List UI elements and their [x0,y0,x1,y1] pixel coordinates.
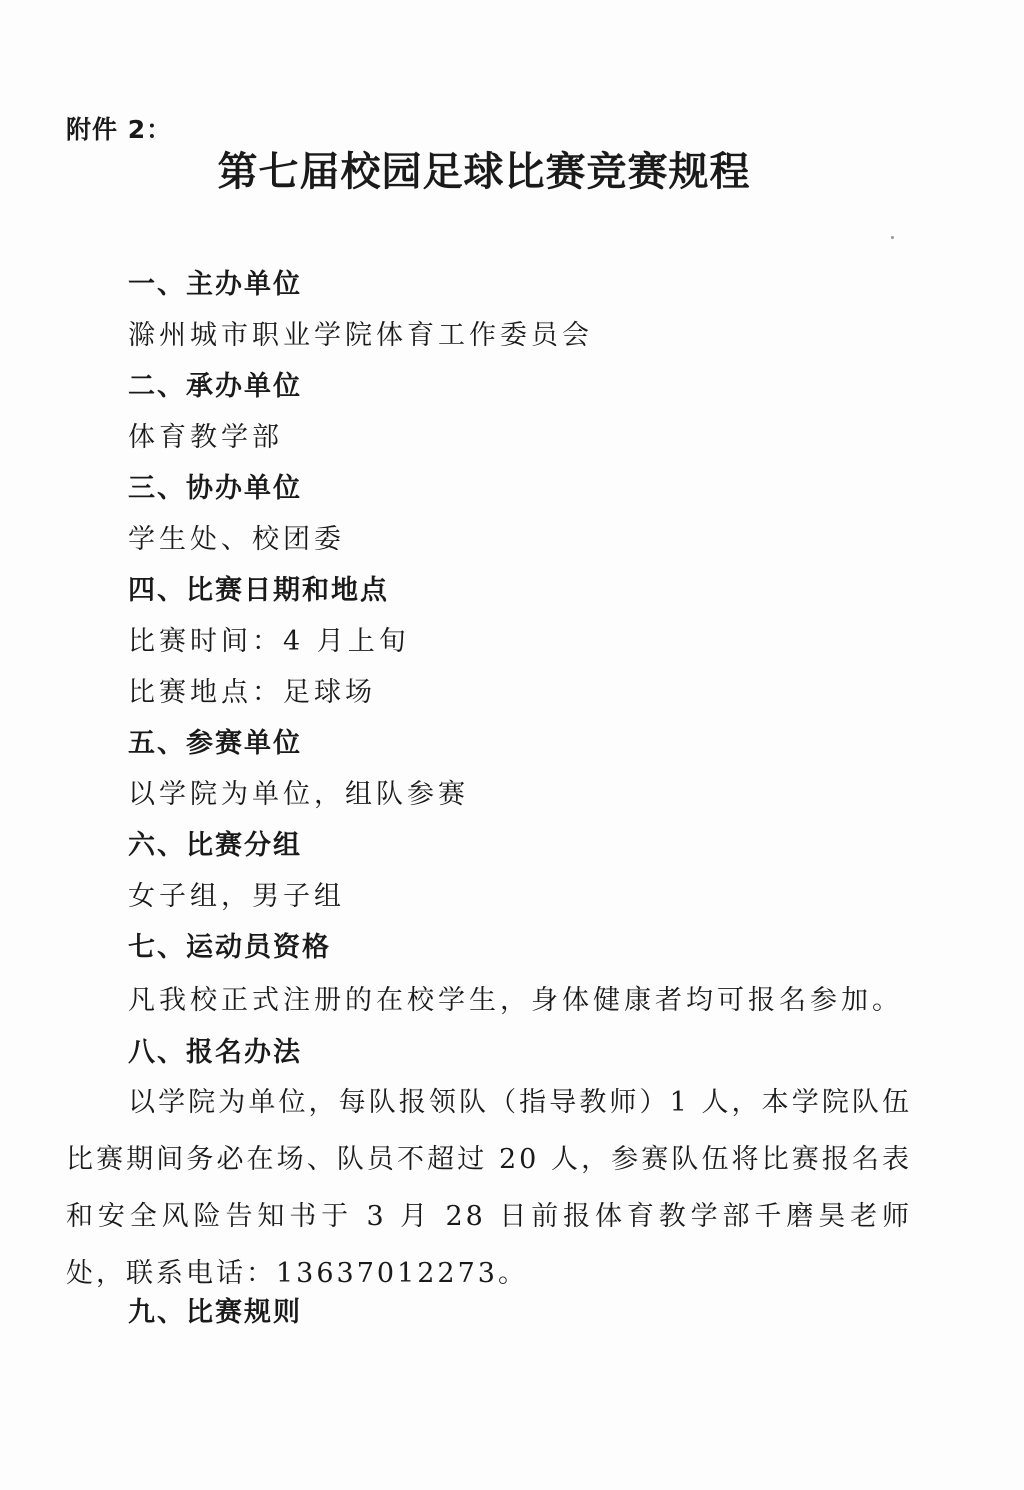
section-6-heading: 六、比赛分组 [128,830,302,861]
section-8-paragraph: 以学院为单位，每队报领队（指导教师）1 人，本学院队伍比赛期间务必在场、队员不超过 20 人，参赛队伍将比赛报名表和安全风险告知书于 3 月 28 日前报体育教学部千磨昊老师处，联系电话：13637012273。 [66,1087,912,1289]
section-1-text: 滁州城市职业学院体育工作委员会 [128,320,593,351]
document-title-text: 第七届校园足球比赛竞赛规程 [217,148,751,195]
attachment-label: 附件 2： [66,115,173,144]
section-7-heading: 七、运动员资格 [128,932,331,963]
section-9-heading: 九、比赛规则 [128,1297,302,1328]
section-4-time: 比赛时间：4 月上旬 [128,626,410,657]
section-3-text: 学生处、校团委 [128,524,345,555]
section-2-heading: 二、承办单位 [128,371,302,402]
scan-dot [891,236,894,239]
document-title [0,140,1024,197]
section-2-text: 体育教学部 [128,422,283,453]
section-4-place: 比赛地点：足球场 [128,677,376,708]
section-5-text: 以学院为单位，组队参赛 [128,779,469,810]
section-6-text: 女子组，男子组 [128,881,345,912]
section-8-heading: 八、报名办法 [128,1037,302,1068]
section-3-heading: 三、协办单位 [128,473,302,504]
section-4-heading: 四、比赛日期和地点 [128,575,389,606]
section-1-heading: 一、主办单位 [128,269,302,300]
section-5-heading: 五、参赛单位 [128,728,302,759]
section-7-text: 凡我校正式注册的在校学生，身体健康者均可报名参加。 [128,985,903,1016]
